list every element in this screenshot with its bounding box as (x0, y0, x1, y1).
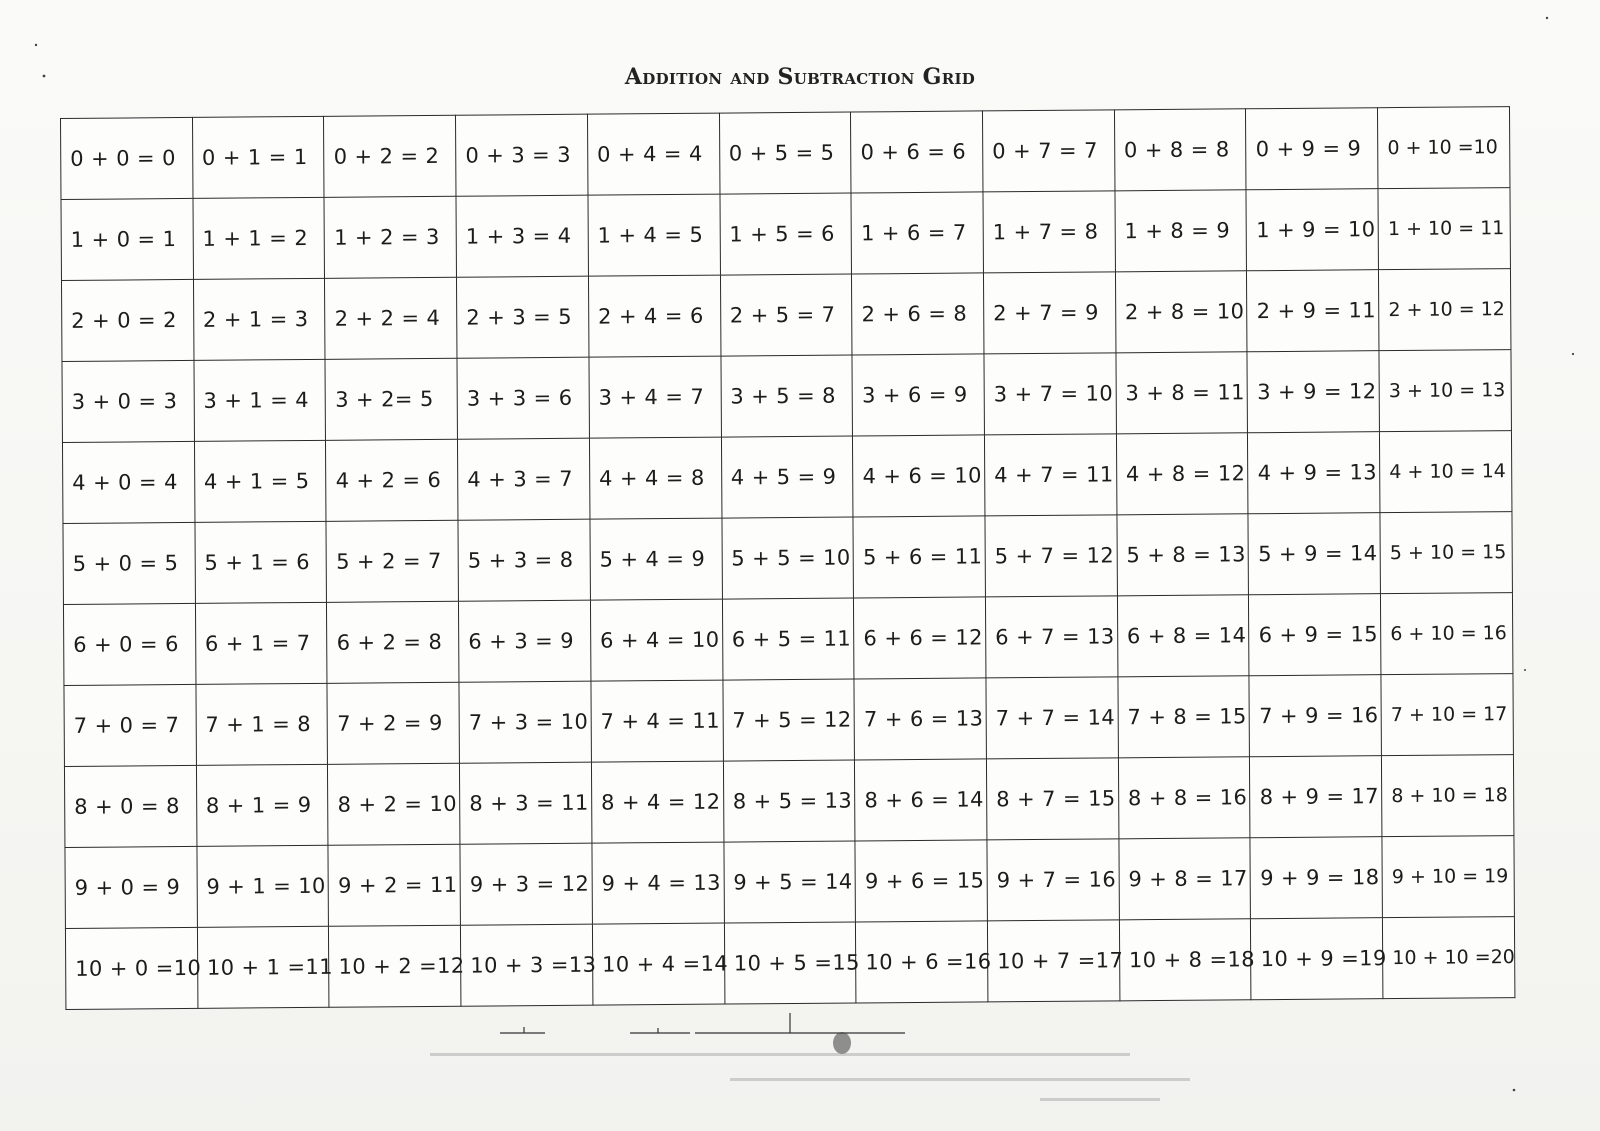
grid-cell: 3 + 7 = 10 (984, 353, 1116, 435)
grid-cell: 5 + 1 = 6 (195, 521, 327, 603)
grid-cell: 4 + 5 = 9 (721, 436, 853, 518)
grid-cell: 6 + 6 = 12 (854, 597, 986, 679)
grid-cell: 0 + 7 = 7 (983, 110, 1115, 192)
grid-cell: 3 + 3 = 6 (457, 357, 589, 439)
grid-cell: 2 + 2 = 4 (325, 277, 457, 359)
grid-row (63, 512, 1512, 605)
grid-cell: 5 + 6 = 11 (853, 516, 985, 598)
grid-cell: 10 + 3 =13 (461, 924, 593, 1006)
page-title: Addition and Subtraction Grid (624, 64, 976, 90)
grid-cell: 4 + 1 = 5 (194, 440, 326, 522)
grid-cell: 10 + 2 =12 (329, 925, 461, 1007)
grid-cell: 5 + 7 = 12 (985, 515, 1117, 597)
grid-cell: 10 + 7 =17 (987, 920, 1119, 1002)
addition-grid (60, 106, 1515, 1010)
grid-cell: 10 + 8 =18 (1119, 919, 1251, 1001)
grid-cell: 4 + 8 = 12 (1116, 433, 1248, 515)
grid-cell: 7 + 2 = 9 (327, 682, 459, 764)
grid-cell: 1 + 1 = 2 (193, 197, 325, 279)
grid-cell: 0 + 0 = 0 (61, 117, 193, 199)
grid-cell: 0 + 9 = 9 (1246, 108, 1378, 190)
grid-cell: 6 + 1 = 7 (195, 602, 327, 684)
grid-cell: 6 + 0 = 6 (63, 603, 195, 685)
faint-bleed-through (430, 1053, 1190, 1101)
grid-cell: 1 + 9 = 10 (1246, 189, 1378, 271)
grid-cell: 8 + 2 = 10 (328, 763, 460, 845)
grid-cell: 1 + 3 = 4 (456, 195, 588, 277)
grid-row (63, 593, 1512, 686)
grid-cell: 7 + 8 = 15 (1118, 676, 1250, 758)
grid-row (64, 674, 1513, 767)
grid-cell: 1 + 8 = 9 (1115, 190, 1247, 272)
grid-cell: 10 + 10 =20 (1383, 917, 1515, 999)
grid-cell: 4 + 7 = 11 (984, 434, 1116, 516)
grid-cell: 1 + 4 = 5 (588, 194, 720, 276)
grid-cell: 8 + 10 = 18 (1382, 755, 1514, 837)
grid-cell: 0 + 10 =10 (1378, 107, 1510, 189)
grid-cell: 8 + 4 = 12 (591, 761, 723, 843)
grid-cell: 5 + 9 = 14 (1248, 513, 1380, 595)
grid-cell: 9 + 3 = 12 (460, 843, 592, 925)
grid-cell: 7 + 7 = 14 (986, 677, 1118, 759)
grid-cell: 9 + 4 = 13 (592, 842, 724, 924)
grid-cell: 9 + 6 = 15 (855, 840, 987, 922)
grid-cell: 10 + 4 =14 (592, 923, 724, 1005)
grid-row (65, 836, 1514, 929)
grid-cell: 2 + 5 = 7 (720, 274, 852, 356)
grid-cell: 5 + 5 = 10 (722, 517, 854, 599)
grid-cell: 6 + 8 = 14 (1117, 595, 1249, 677)
grid-cell: 2 + 6 = 8 (852, 273, 984, 355)
grid-cell: 3 + 0 = 3 (62, 360, 194, 442)
grid-cell: 3 + 6 = 9 (852, 354, 984, 436)
grid-cell: 6 + 10 = 16 (1381, 593, 1513, 675)
grid-cell: 4 + 3 = 7 (458, 438, 590, 520)
grid-cell: 6 + 7 = 13 (985, 596, 1117, 678)
grid-cell: 8 + 1 = 9 (196, 764, 328, 846)
addition-grid-body (61, 107, 1515, 1010)
grid-cell: 9 + 8 = 17 (1119, 838, 1251, 920)
grid-cell: 3 + 2= 5 (325, 358, 457, 440)
grid-cell: 4 + 4 = 8 (589, 437, 721, 519)
grid-cell: 2 + 10 = 12 (1379, 269, 1511, 351)
footer-rule-lines (500, 1013, 905, 1033)
grid-cell: 8 + 9 = 17 (1250, 756, 1382, 838)
grid-row (61, 188, 1510, 281)
grid-cell: 1 + 5 = 6 (720, 193, 852, 275)
grid-cell: 5 + 4 = 9 (590, 518, 722, 600)
grid-cell: 8 + 8 = 16 (1118, 757, 1250, 839)
grid-cell: 1 + 7 = 8 (983, 191, 1115, 273)
grid-row (62, 350, 1511, 443)
grid-cell: 8 + 3 = 11 (460, 762, 592, 844)
grid-cell: 2 + 3 = 5 (457, 276, 589, 358)
grid-cell: 7 + 10 = 17 (1381, 674, 1513, 756)
grid-cell: 0 + 5 = 5 (719, 112, 851, 194)
grid-cell: 4 + 9 = 13 (1248, 432, 1380, 514)
grid-cell: 10 + 9 =19 (1251, 918, 1383, 1000)
ink-smudge (833, 1032, 851, 1054)
grid-cell: 5 + 10 = 15 (1380, 512, 1512, 594)
grid-cell: 9 + 7 = 16 (987, 839, 1119, 921)
grid-cell: 10 + 6 =16 (856, 921, 988, 1003)
grid-cell: 7 + 1 = 8 (196, 683, 328, 765)
grid-cell: 7 + 3 = 10 (459, 681, 591, 763)
grid-cell: 0 + 1 = 1 (192, 116, 324, 198)
grid-cell: 2 + 0 = 2 (61, 279, 193, 361)
grid-cell: 10 + 5 =15 (724, 922, 856, 1004)
grid-cell: 6 + 5 = 11 (722, 598, 854, 680)
grid-cell: 9 + 1 = 10 (197, 845, 329, 927)
grid-cell: 6 + 3 = 9 (459, 600, 591, 682)
grid-row (61, 107, 1510, 200)
grid-cell: 1 + 0 = 1 (61, 198, 193, 280)
grid-cell: 6 + 9 = 15 (1249, 594, 1381, 676)
grid-cell: 10 + 0 =10 (65, 927, 197, 1009)
grid-cell: 3 + 10 = 13 (1379, 350, 1511, 432)
grid-cell: 5 + 8 = 13 (1117, 514, 1249, 596)
grid-row (62, 431, 1511, 524)
grid-cell: 4 + 6 = 10 (853, 435, 985, 517)
grid-cell: 7 + 0 = 7 (64, 684, 196, 766)
grid-cell: 7 + 5 = 12 (723, 679, 855, 761)
grid-cell: 8 + 6 = 14 (855, 759, 987, 841)
grid-cell: 2 + 4 = 6 (588, 275, 720, 357)
grid-cell: 0 + 2 = 2 (324, 115, 456, 197)
addition-grid-container (60, 106, 1515, 1002)
grid-cell: 8 + 5 = 13 (723, 760, 855, 842)
grid-cell: 7 + 9 = 16 (1249, 675, 1381, 757)
grid-cell: 3 + 1 = 4 (194, 359, 326, 441)
grid-row (64, 755, 1513, 848)
grid-cell: 3 + 8 = 11 (1116, 352, 1248, 434)
grid-row (65, 917, 1514, 1010)
grid-cell: 9 + 9 = 18 (1250, 837, 1382, 919)
grid-cell: 5 + 0 = 5 (63, 522, 195, 604)
grid-cell: 1 + 6 = 7 (851, 192, 983, 274)
grid-cell: 3 + 4 = 7 (589, 356, 721, 438)
grid-cell: 3 + 5 = 8 (721, 355, 853, 437)
grid-cell: 5 + 2 = 7 (326, 520, 458, 602)
grid-cell: 6 + 4 = 10 (590, 599, 722, 681)
grid-cell: 2 + 8 = 10 (1115, 271, 1247, 353)
grid-cell: 1 + 10 = 11 (1378, 188, 1510, 270)
grid-cell: 10 + 1 =11 (197, 926, 329, 1008)
grid-cell: 4 + 0 = 4 (62, 441, 194, 523)
grid-cell: 0 + 4 = 4 (587, 113, 719, 195)
grid-cell: 7 + 4 = 11 (591, 680, 723, 762)
grid-cell: 2 + 9 = 11 (1247, 270, 1379, 352)
grid-cell: 5 + 3 = 8 (458, 519, 590, 601)
grid-cell: 4 + 2 = 6 (326, 439, 458, 521)
grid-cell: 0 + 8 = 8 (1114, 109, 1246, 191)
grid-cell: 3 + 9 = 12 (1247, 351, 1379, 433)
grid-row (61, 269, 1510, 362)
grid-cell: 9 + 2 = 11 (328, 844, 460, 926)
grid-cell: 6 + 2 = 8 (327, 601, 459, 683)
grid-cell: 9 + 5 = 14 (724, 841, 856, 923)
grid-cell: 8 + 7 = 15 (986, 758, 1118, 840)
grid-cell: 9 + 0 = 9 (65, 846, 197, 928)
grid-cell: 4 + 10 = 14 (1380, 431, 1512, 513)
grid-cell: 2 + 1 = 3 (193, 278, 325, 360)
grid-cell: 9 + 10 = 19 (1382, 836, 1514, 918)
grid-cell: 8 + 0 = 8 (64, 765, 196, 847)
grid-cell: 1 + 2 = 3 (324, 196, 456, 278)
grid-cell: 2 + 7 = 9 (984, 272, 1116, 354)
grid-cell: 0 + 3 = 3 (456, 114, 588, 196)
grid-cell: 7 + 6 = 13 (854, 678, 986, 760)
grid-cell: 0 + 6 = 6 (851, 111, 983, 193)
